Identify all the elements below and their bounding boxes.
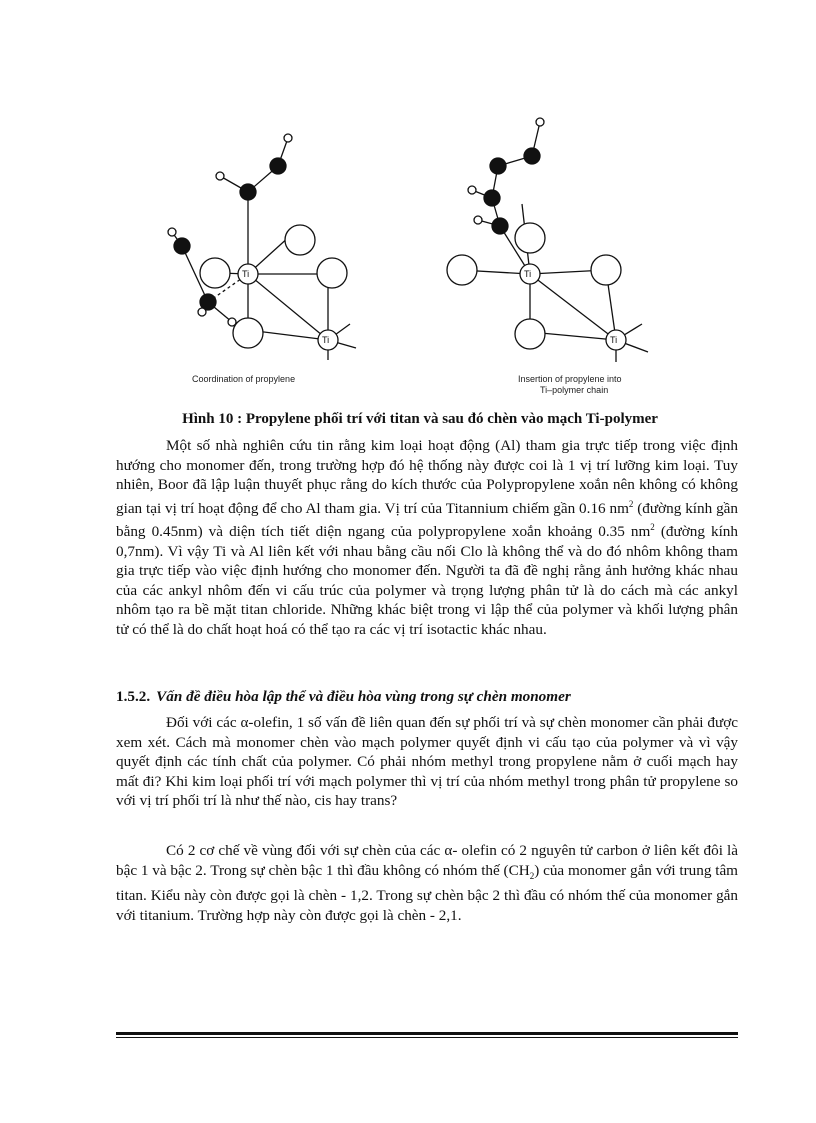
paragraph-3-part-a: Có 2 cơ chế về vùng đối với sự chèn của các α- olefin có 2 nguyên tử carbon ở liên kết đôi là bậc 1 và bậc 2. Trong sự chèn bậc 1 thì đầu không có nhóm thế (CH [116,842,738,879]
figure-caption: Hình 10 : Propylene phối trí với titan và sau đó chèn vào mạch Ti-polymer [182,411,658,427]
left-cl-atom [285,225,315,255]
ti-label-right-1: Ti [524,269,532,279]
ti-label-right-2: Ti [610,335,618,345]
right-figure-label-line1: Insertion of propylene into [518,374,622,384]
right-figure-label-line2: Ti–polymer chain [540,385,609,395]
subscript-a: 2 [529,870,535,881]
ti-label-left-2: Ti [322,335,330,345]
superscript-a: 2 [628,498,634,509]
superscript-b: 2 [650,522,655,533]
paragraph-1-part-b: (đường kính gần bằng 0.45nm) và diện tích tiết diện ngang của polypropylene xoắn khoảng 0.35 nm [116,499,738,541]
propylene-diagram [160,108,680,403]
propylene-figure [160,108,680,403]
paragraph-2-text: Đối với các α-olefin, 1 số vấn đề liên quan đến sự phối trí và sự chèn monomer cần phải được xem xét. Cách mà monomer chèn vào mạch polymer quyết định vi cấu tạo của polymer và vì vậy quyết định các tính chất của polymer. Có phải nhóm methyl trong propylene nằm ở cuối mạch hay mất đi? Khi kim loại phối trí với mạch polymer thì vị trí của nhóm methyl trong phân tử propylene so với vị trí phối trí là như thế nào, cis hay trans? [116,714,738,809]
right-cl-atom [515,223,545,253]
ti-label-left-1: Ti [242,269,250,279]
footer-rule-thin [116,1037,738,1038]
left-figure-label: Coordination of propylene [192,374,296,384]
paragraph-1-part-c: (đường kính 0,7nm). Vì vậy Ti và Al liên kết với nhau bằng cầu nối Clo là không thể và do đó nhôm không tham gia trực tiếp vào việc định hướng cho monomer đến. Người ta đã đề nghị rằng ảnh hưởng khác nhau của các ankyl nhôm đến vi cấu trúc của polymer và trọng lượng phân tử là do cách mà các ankyl nhôm tạo ra bề mặt titan chloride. Những khác biệt trong vi lập thể của polymer và khối lượng phân tử có thể là do chất hoạt hoá có thể tạo ra các vị trí isotactic khác nhau. [116,523,738,638]
section-title: Vấn đề điều hòa lập thể và điều hòa vùng trong sự chèn monomer [156,688,571,705]
footer-rule-thick [116,1032,738,1035]
paragraph-1-part-a: Một số nhà nghiên cứu tin rằng kim loại hoạt động (Al) tham gia trực tiếp trong việc định hướng cho monomer đến, trong trường hợp đó hệ thống này được coi là 1 vị trí lưỡng kim loại. Tuy nhiên, Boor đã lập luận thuyết phục rằng do kích thước của Polypropylene xoắn nên không có không gian tại vị trí hoạt động để cho Al tham gia. Vị trí của Titannium chiếm gần 0.16 nm [116,437,738,517]
section-heading [116,688,738,706]
paragraph-3-part-b: ) của monomer gắn với trung tâm titan. Kiểu này còn được gọi là chèn - 1,2. Trong sự chèn bậc 2 thì đầu có nhóm thế của monomer gắn với titanium. Trường hợp này còn được gọi là chèn - 2,1. [116,861,738,924]
paragraph-1 [116,436,738,639]
paragraph-2 [116,713,738,811]
section-number: 1.5.2. [116,688,151,705]
paragraph-3 [116,841,738,925]
